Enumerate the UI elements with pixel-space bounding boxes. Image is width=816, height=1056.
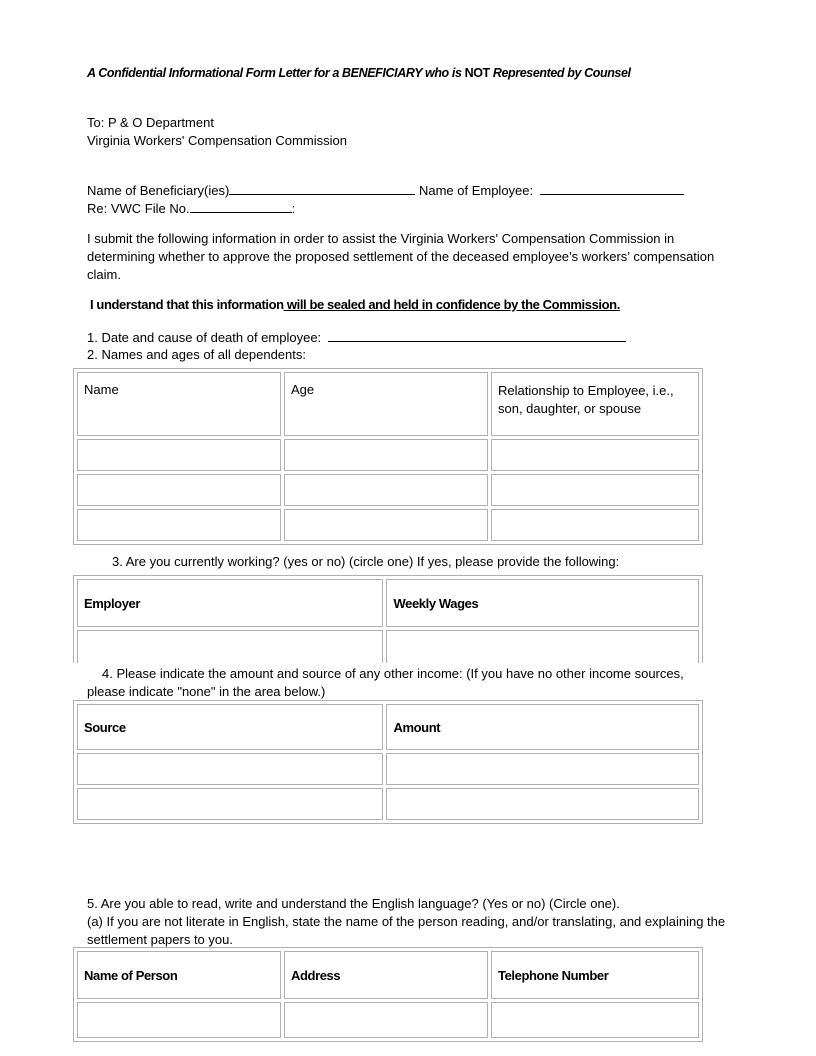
dependent-age-cell[interactable] (284, 439, 488, 471)
file-row (87, 199, 295, 218)
question-1 (87, 328, 626, 347)
header-telephone: Telephone Number (491, 951, 699, 999)
income-table (73, 700, 703, 824)
confidentiality-underlined: will be sealed and held in confidence by the Commission. (283, 297, 620, 312)
table-row (77, 439, 699, 471)
question-4: 4. Please indicate the amount and source of any other income: (If you have no other income sources, please indicate "none" in the area below.) (87, 666, 684, 699)
dependent-relationship-cell[interactable] (491, 439, 699, 471)
header-source: Source (77, 704, 383, 750)
question-5: 5. Are you able to read, write and understand the English language? (Yes or no) (Circle one). (87, 896, 620, 911)
dependent-name-cell[interactable] (77, 474, 281, 506)
address-cell[interactable] (284, 1002, 488, 1038)
employer-cell[interactable] (77, 630, 383, 663)
translator-table-wrapper (73, 947, 705, 1056)
beneficiary-field[interactable] (229, 181, 415, 195)
address-line-1: To: P & O Department (87, 115, 214, 130)
dependent-name-cell[interactable] (77, 509, 281, 541)
table-header-row (77, 372, 699, 436)
title-text: A Confidential Informational Form Letter for a BENEFICIARY who is (87, 66, 465, 80)
employment-table-wrapper (73, 575, 705, 663)
table-header-row (77, 951, 699, 999)
form-title (87, 66, 631, 80)
telephone-cell[interactable] (491, 1002, 699, 1038)
dependent-name-cell[interactable] (77, 439, 281, 471)
header-person-name: Name of Person (77, 951, 281, 999)
names-row (87, 181, 684, 200)
confidentiality-text: I understand that this information (90, 297, 284, 312)
table-row (77, 474, 699, 506)
table-header-row (77, 579, 699, 627)
dependents-table (73, 368, 703, 545)
table-row (77, 1002, 699, 1038)
confidentiality-note (90, 297, 620, 312)
file-number-field[interactable] (190, 199, 292, 213)
address-line-2: Virginia Workers' Compensation Commission (87, 133, 347, 148)
table-row (77, 753, 699, 785)
table-header-row (77, 704, 699, 750)
header-employer: Employer (77, 579, 383, 627)
header-name: Name (77, 372, 281, 436)
table-row (77, 509, 699, 541)
beneficiary-label: Name of Beneficiary(ies) (87, 183, 230, 198)
income-source-cell[interactable] (77, 788, 383, 820)
header-age: Age (284, 372, 488, 436)
employment-table (73, 575, 703, 663)
title-text-end: Represented by Counsel (489, 66, 631, 80)
question-1-text: 1. Date and cause of death of employee: (87, 330, 322, 345)
title-emphasis: NOT (464, 66, 490, 80)
dependent-age-cell[interactable] (284, 474, 488, 506)
header-amount: Amount (386, 704, 699, 750)
question-2: 2. Names and ages of all dependents: (87, 347, 306, 362)
dependent-age-cell[interactable] (284, 509, 488, 541)
dependent-relationship-cell[interactable] (491, 474, 699, 506)
income-amount-cell[interactable] (386, 753, 699, 785)
death-cause-field[interactable] (328, 328, 626, 342)
file-suffix: : (291, 201, 296, 216)
employee-field[interactable] (540, 181, 684, 195)
header-address: Address (284, 951, 488, 999)
header-relationship: Relationship to Employee, i.e., son, daughter, or spouse (491, 372, 699, 436)
person-name-cell[interactable] (77, 1002, 281, 1038)
header-weekly-wages: Weekly Wages (386, 579, 699, 627)
question-3: 3. Are you currently working? (yes or no) (circle one) If yes, please provide the following: (112, 554, 620, 569)
weekly-wages-cell[interactable] (386, 630, 699, 663)
intro-paragraph: I submit the following information in order to assist the Virginia Workers' Compensation Commission in determining whether to approve the proposed settlement of the deceased employee’s workers’ compensation claim. (87, 231, 715, 282)
question-5a: (a) If you are not literate in English, state the name of the person reading, and/or translating, and explaining the settlement papers to you. (87, 914, 726, 947)
employee-label: Name of Employee: (418, 183, 534, 198)
translator-table (73, 947, 703, 1042)
income-amount-cell[interactable] (386, 788, 699, 820)
dependent-relationship-cell[interactable] (491, 509, 699, 541)
table-row (77, 788, 699, 820)
income-source-cell[interactable] (77, 753, 383, 785)
file-label: Re: VWC File No. (87, 201, 190, 216)
table-row (77, 630, 699, 663)
